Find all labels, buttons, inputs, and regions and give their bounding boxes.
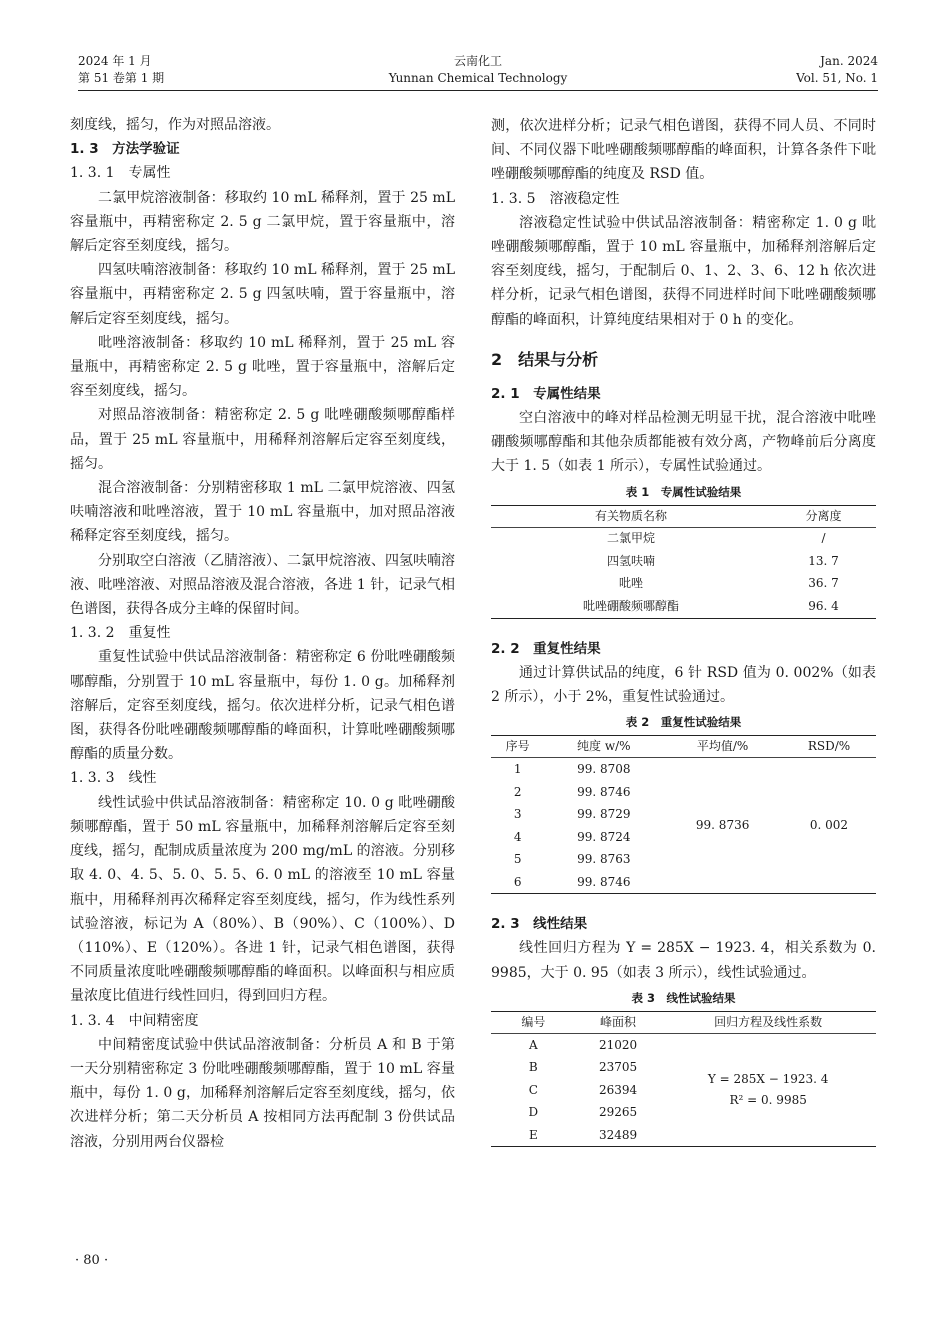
table-caption: 表 3 线性试验结果 xyxy=(631,990,736,1005)
table-specificity xyxy=(491,505,876,619)
subsection-heading: 1. 3. 3 线性 xyxy=(70,770,157,787)
journal-name-cn: 云南化工 xyxy=(453,54,502,68)
section-heading: 1. 3 方法学验证 xyxy=(70,141,180,158)
table-row xyxy=(491,527,876,550)
paragraph: 刻度线，摇匀，作为对照品溶液。 xyxy=(70,117,280,133)
table-row xyxy=(491,573,876,596)
right-column xyxy=(491,114,876,1147)
regression-r2: R² = 0. 9985 xyxy=(729,1093,807,1108)
subsection-heading: 1. 3. 2 重复性 xyxy=(70,625,171,642)
left-column xyxy=(70,113,455,1154)
table-row xyxy=(491,550,876,573)
table-row xyxy=(491,758,876,781)
table-cell: 99. 8746 xyxy=(577,874,631,889)
paragraph: 分别取空白溶液（乙腈溶液）、二氯甲烷溶液、四氢呋喃溶液、吡唑溶液、对照品溶液及混合溶液，各进 1 针，记录气相色谱图，获得各成分主峰的保留时间。 xyxy=(70,552,455,618)
table-linearity xyxy=(491,1011,876,1148)
journal-name-en: Yunnan Chemical Technology xyxy=(388,71,568,85)
table-caption: 表 1 专属性试验结果 xyxy=(625,484,742,499)
section-heading: 2 结果与分析 xyxy=(491,349,599,369)
table-cell: 21020 xyxy=(598,1037,638,1052)
table-cell: D xyxy=(528,1105,539,1120)
header-date-en: Jan. 2024 xyxy=(820,54,878,68)
table-cell: 99. 8763 xyxy=(577,852,631,866)
table-cell: 99. 8729 xyxy=(577,807,631,821)
table-cell: B xyxy=(528,1060,538,1075)
regression-equation: Y = 285X − 1923. 4 xyxy=(707,1072,829,1087)
paragraph: 二氯甲烷溶液制备：移取约 10 mL 稀释剂，置于 25 mL 容量瓶中，再精密称定 2. 5 g 二氯甲烷，置于容量瓶中，溶解后定容至刻度线，摇匀。 xyxy=(70,189,455,255)
table-cell: 36. 7 xyxy=(808,576,839,591)
table-cell: 6 xyxy=(513,874,522,889)
paragraph: 通过计算供试品的纯度，6 针 RSD 值为 0. 002%（如表 2 所示），小于 2%，重复性试验通过。 xyxy=(491,664,876,706)
table-header: 序号 xyxy=(491,736,544,758)
header-center xyxy=(78,53,878,87)
table-cell: 99. 8724 xyxy=(577,829,631,844)
section-heading: 2. 1 专属性结果 xyxy=(491,385,601,402)
table-cell: C xyxy=(528,1082,538,1097)
table-cell: 四氢呋喃 xyxy=(606,553,655,568)
table-cell: 26394 xyxy=(598,1082,638,1097)
table-header: 编号 xyxy=(491,1011,576,1033)
table-cell: / xyxy=(821,531,826,546)
table-cell: 32489 xyxy=(598,1127,638,1142)
table-header: 回归方程及线性系数 xyxy=(660,1011,876,1033)
paragraph: 混合溶液制备：分别精密移取 1 mL 二氯甲烷溶液、四氢呋喃溶液和吡唑溶液，置于 10 mL 容量瓶中，加对照品溶液稀释定容至刻度线，摇匀。 xyxy=(70,480,455,545)
table-cell: 4 xyxy=(513,829,522,844)
table-row xyxy=(491,595,876,618)
paragraph: 中间精密度试验中供试品溶液制备：分析员 A 和 B 于第一天分别精密称定 3 份吡唑硼酸频哪醇酯，置于 10 mL 容量瓶中，每份 1. 0 g，加稀释剂溶解后定容至刻度线，摇匀，依次进样分析；第二天分析员 A 按相同方法再配制 3 份供试品溶液，分别用两台仪器检 xyxy=(70,1036,455,1150)
table-caption: 表 2 重复性试验结果 xyxy=(625,715,742,730)
table-repeatability xyxy=(491,735,876,894)
table-header: 纯度 w/% xyxy=(544,736,663,758)
subsection-heading: 1. 3. 5 溶液稳定性 xyxy=(491,190,620,207)
paragraph: 对照品溶液制备：精密称定 2. 5 g 吡唑硼酸频哪醇酯样品，置于 25 mL 容量瓶中，用稀释剂溶解后定容至刻度线，摇匀。 xyxy=(70,407,455,472)
paragraph: 重复性试验中供试品溶液制备：精密称定 6 份吡唑硼酸频哪醇酯，分别置于 10 mL 容量瓶中，每份 1. 0 g。加稀释剂溶解后，定容至刻度线，摇匀。依次进样分析，记录气相色谱图，获得各份吡唑硼酸频哪醇酯的峰面积，计算吡唑硼酸频哪醇酯的质量分数。 xyxy=(70,649,455,763)
table-cell: 1 xyxy=(513,762,522,776)
page-header xyxy=(78,52,878,91)
subsection-heading: 1. 3. 1 专属性 xyxy=(70,165,171,182)
table-cell: 23705 xyxy=(598,1060,638,1075)
paragraph: 线性试验中供试品溶液制备：精密称定 10. 0 g 吡唑硼酸频哪醇酯，置于 50 mL 容量瓶中，加稀释剂溶解后定容至刻度线，摇匀，配制成质量浓度为 200 mg/mL 的溶液。分别移取 4. 0、4. 5、5. 0、5. 5、6. 0 mL 的溶液至 10 mL 容量瓶中，用稀释剂再次稀释定容至刻度线，摇匀，作为线性系列试验溶液，标记为 A（80%）、B（90%）、C（100%）、D（110%）、E（120%）。各进 1 针，记录气相色谱图，获得不同质量浓度吡唑硼酸频哪醇酯的峰面积。以峰面积与相应质量浓度比值进行线性回归，得到回归方程。 xyxy=(70,794,455,1005)
table-cell-mean: 99. 8736 xyxy=(695,818,750,833)
section-heading: 2. 3 线性结果 xyxy=(491,916,588,933)
subsection-heading: 1. 3. 4 中间精密度 xyxy=(70,1012,199,1029)
table-header: 平均值/% xyxy=(663,736,782,758)
table-cell: 99. 8708 xyxy=(577,762,631,776)
table-cell: 29265 xyxy=(598,1105,638,1120)
header-right xyxy=(796,53,878,87)
table-header: 峰面积 xyxy=(576,1011,661,1033)
paragraph: 线性回归方程为 Y = 285X − 1923. 4，相关系数为 0. 9985，大于 0. 95（如表 3 所示），线性试验通过。 xyxy=(491,940,876,981)
table-cell: 13. 7 xyxy=(808,553,839,568)
table-header: 分离度 xyxy=(771,505,876,527)
table-cell: 3 xyxy=(513,807,522,821)
table-cell: 5 xyxy=(513,852,522,866)
table-cell: 二氯甲烷 xyxy=(606,531,655,546)
table-cell: E xyxy=(528,1127,538,1142)
table-header: RSD/% xyxy=(782,736,876,758)
table-cell-rsd: 0. 002 xyxy=(809,818,849,833)
table-cell: A xyxy=(529,1037,538,1052)
page-number: · 80 · xyxy=(75,1253,109,1268)
table-cell: 吡唑 xyxy=(618,576,643,591)
header-date: 2024 年 1 月 xyxy=(78,54,152,68)
paragraph: 四氢呋喃溶液制备：移取约 10 mL 稀释剂，置于 25 mL 容量瓶中，再精密称定 2. 5 g 四氢呋喃，置于容量瓶中，溶解后定容至刻度线，摇匀。 xyxy=(70,262,455,327)
paragraph: 吡唑溶液制备：移取约 10 mL 稀释剂，置于 25 mL 容量瓶中，再精密称定 2. 5 g 吡唑，置于容量瓶中，溶解后定容至刻度线，摇匀。 xyxy=(70,334,455,400)
table-row xyxy=(491,1033,876,1056)
header-volume: 第 51 卷第 1 期 xyxy=(78,71,165,85)
section-heading: 2. 2 重复性结果 xyxy=(491,640,601,657)
table-cell: 2 xyxy=(513,784,522,799)
table-cell-regression xyxy=(660,1033,876,1147)
table-cell: 吡唑硼酸频哪醇酯 xyxy=(582,598,679,613)
header-volume-en: Vol. 51, No. 1 xyxy=(796,71,878,85)
table-header: 有关物质名称 xyxy=(491,505,771,527)
table-cell: 99. 8746 xyxy=(577,784,631,799)
table-cell: 96. 4 xyxy=(808,598,839,613)
paragraph: 溶液稳定性试验中供试品溶液制备：精密称定 1. 0 g 吡唑硼酸频哪醇酯，置于 10 mL 容量瓶中，加稀释剂溶解后定容至刻度线，摇匀，于配制后 0、1、2、3、6、12 h 依次进样分析，记录气相色谱图，获得不同进样时间下吡唑硼酸频哪醇酯的峰面积，计算纯度结果相对于 0 h 的变化。 xyxy=(491,214,876,328)
paragraph: 测，依次进样分析；记录气相色谱图，获得不同人员、不同时间、不同仪器下吡唑硼酸频哪醇酯的峰面积，计算各条件下吡唑硼酸频哪醇酯的纯度及 RSD 值。 xyxy=(491,118,876,183)
paragraph: 空白溶液中的峰对样品检测无明显干扰，混合溶液中吡唑硼酸频哪醇酯和其他杂质都能被有效分离，产物峰前后分离度大于 1. 5（如表 1 所示），专属性试验通过。 xyxy=(491,410,876,475)
